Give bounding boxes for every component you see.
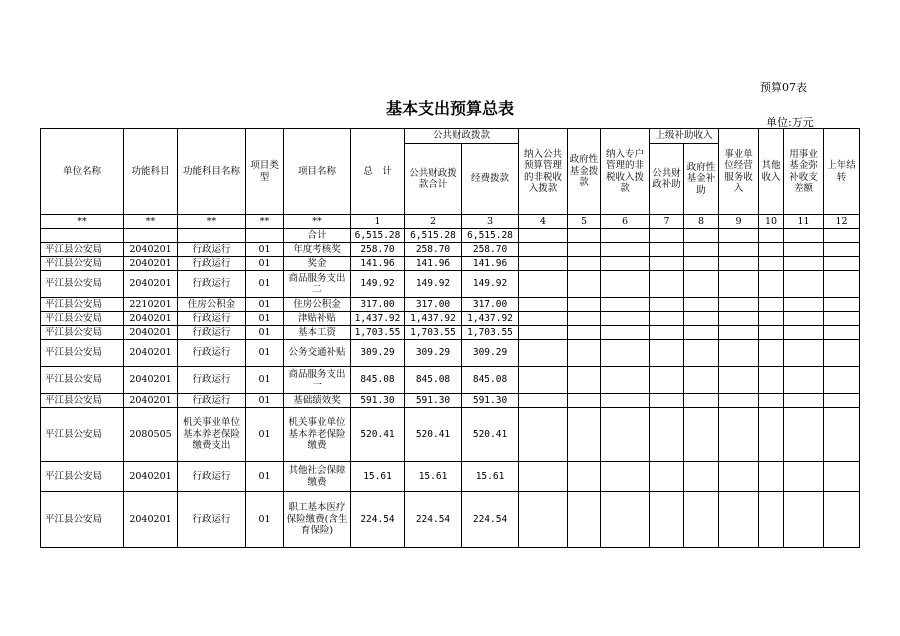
func-code-cell: 2040201 bbox=[124, 340, 178, 367]
item-type-cell: 01 bbox=[246, 312, 284, 326]
index-cell: ** bbox=[41, 215, 124, 229]
index-cell: 8 bbox=[684, 215, 719, 229]
unit-name-cell: 平江县公安局 bbox=[41, 243, 124, 257]
index-cell: 3 bbox=[462, 215, 519, 229]
item-type-cell bbox=[246, 229, 284, 243]
empty-cell bbox=[719, 243, 759, 257]
unit-name-cell: 平江县公安局 bbox=[41, 408, 124, 462]
func-code-cell: 2040201 bbox=[124, 243, 178, 257]
col-item-name: 项目名称 bbox=[284, 129, 351, 215]
item-type-cell: 01 bbox=[246, 326, 284, 340]
col-func-subject: 功能科目 bbox=[124, 129, 178, 215]
empty-cell bbox=[568, 492, 601, 548]
empty-cell bbox=[568, 462, 601, 492]
func-subject-cell: 行政运行 bbox=[178, 340, 246, 367]
col-func-subject-name: 功能科目名称 bbox=[178, 129, 246, 215]
operating-funds-cell: 141.96 bbox=[462, 257, 519, 271]
func-code-cell: 2040201 bbox=[124, 462, 178, 492]
empty-cell bbox=[650, 229, 684, 243]
public-total-cell: 591.30 bbox=[405, 394, 462, 408]
table-code: 预算07表 bbox=[760, 81, 807, 94]
public-total-cell: 520.41 bbox=[405, 408, 462, 462]
operating-funds-cell: 317.00 bbox=[462, 298, 519, 312]
total-cell: 317.00 bbox=[351, 298, 405, 312]
func-code-cell: 2040201 bbox=[124, 394, 178, 408]
empty-cell bbox=[684, 298, 719, 312]
col-carryover: 上年结转 bbox=[824, 129, 860, 215]
table-row bbox=[41, 462, 860, 492]
func-subject-cell: 行政运行 bbox=[178, 243, 246, 257]
empty-cell bbox=[824, 312, 860, 326]
item-name-cell: 职工基本医疗保险缴费(含生育保险) bbox=[284, 492, 351, 548]
empty-cell bbox=[519, 326, 568, 340]
empty-cell bbox=[601, 271, 650, 298]
public-total-cell: 845.08 bbox=[405, 367, 462, 394]
table-row bbox=[41, 243, 860, 257]
empty-cell bbox=[759, 298, 784, 312]
empty-cell bbox=[650, 408, 684, 462]
public-total-cell: 149.92 bbox=[405, 271, 462, 298]
empty-cell bbox=[568, 271, 601, 298]
empty-cell bbox=[824, 243, 860, 257]
item-name-cell: 商品服务支出二 bbox=[284, 271, 351, 298]
index-cell: ** bbox=[178, 215, 246, 229]
public-total-cell: 141.96 bbox=[405, 257, 462, 271]
item-name-cell: 奖金 bbox=[284, 257, 351, 271]
empty-cell bbox=[759, 243, 784, 257]
col-public-fiscal: 公共财政拨款 bbox=[405, 129, 519, 144]
empty-cell bbox=[601, 367, 650, 394]
col-unit-name: 单位名称 bbox=[41, 129, 124, 215]
empty-cell bbox=[650, 326, 684, 340]
empty-cell bbox=[601, 257, 650, 271]
empty-cell bbox=[601, 229, 650, 243]
func-code-cell: 2040201 bbox=[124, 312, 178, 326]
index-cell: 7 bbox=[650, 215, 684, 229]
table-row bbox=[41, 367, 860, 394]
total-cell: 149.92 bbox=[351, 271, 405, 298]
empty-cell bbox=[684, 229, 719, 243]
operating-funds-cell: 149.92 bbox=[462, 271, 519, 298]
total-cell: 224.54 bbox=[351, 492, 405, 548]
total-cell: 1,703.55 bbox=[351, 326, 405, 340]
item-name-cell: 基础绩效奖 bbox=[284, 394, 351, 408]
empty-cell bbox=[650, 243, 684, 257]
public-total-cell: 1,437.92 bbox=[405, 312, 462, 326]
empty-cell bbox=[519, 312, 568, 326]
empty-cell bbox=[650, 462, 684, 492]
func-subject-cell: 行政运行 bbox=[178, 367, 246, 394]
empty-cell bbox=[824, 298, 860, 312]
empty-cell bbox=[784, 462, 824, 492]
func-subject-cell bbox=[178, 229, 246, 243]
empty-cell bbox=[719, 298, 759, 312]
empty-cell bbox=[824, 462, 860, 492]
operating-funds-cell: 591.30 bbox=[462, 394, 519, 408]
operating-funds-cell: 1,437.92 bbox=[462, 312, 519, 326]
operating-funds-cell: 845.08 bbox=[462, 367, 519, 394]
empty-cell bbox=[784, 229, 824, 243]
empty-cell bbox=[684, 243, 719, 257]
empty-cell bbox=[684, 312, 719, 326]
empty-cell bbox=[719, 492, 759, 548]
item-type-cell: 01 bbox=[246, 492, 284, 548]
empty-cell bbox=[601, 243, 650, 257]
unit-label: 单位:万元 bbox=[766, 116, 814, 129]
table-body bbox=[41, 229, 860, 548]
func-code-cell: 2040201 bbox=[124, 367, 178, 394]
total-cell: 591.30 bbox=[351, 394, 405, 408]
empty-cell bbox=[601, 312, 650, 326]
func-code-cell bbox=[124, 229, 178, 243]
func-subject-cell: 机关事业单位基本养老保险缴费支出 bbox=[178, 408, 246, 462]
table-row bbox=[41, 257, 860, 271]
empty-cell bbox=[650, 312, 684, 326]
empty-cell bbox=[759, 271, 784, 298]
table-row bbox=[41, 271, 860, 298]
empty-cell bbox=[568, 408, 601, 462]
empty-cell bbox=[519, 408, 568, 462]
empty-cell bbox=[719, 367, 759, 394]
empty-cell bbox=[759, 408, 784, 462]
public-total-cell: 15.61 bbox=[405, 462, 462, 492]
empty-cell bbox=[519, 340, 568, 367]
empty-cell bbox=[650, 394, 684, 408]
empty-cell bbox=[601, 326, 650, 340]
empty-cell bbox=[784, 271, 824, 298]
empty-cell bbox=[601, 394, 650, 408]
index-row bbox=[41, 215, 860, 229]
empty-cell bbox=[759, 340, 784, 367]
public-total-cell: 224.54 bbox=[405, 492, 462, 548]
public-total-cell: 1,703.55 bbox=[405, 326, 462, 340]
table-row bbox=[41, 298, 860, 312]
item-name-cell: 基本工资 bbox=[284, 326, 351, 340]
empty-cell bbox=[784, 367, 824, 394]
empty-cell bbox=[601, 492, 650, 548]
empty-cell bbox=[684, 394, 719, 408]
func-code-cell: 2040201 bbox=[124, 257, 178, 271]
item-type-cell: 01 bbox=[246, 408, 284, 462]
empty-cell bbox=[519, 298, 568, 312]
item-name-cell: 年度考核奖 bbox=[284, 243, 351, 257]
index-cell: 5 bbox=[568, 215, 601, 229]
table-row bbox=[41, 492, 860, 548]
index-cell: 9 bbox=[719, 215, 759, 229]
empty-cell bbox=[568, 340, 601, 367]
empty-cell bbox=[684, 340, 719, 367]
public-total-cell: 309.29 bbox=[405, 340, 462, 367]
empty-cell bbox=[568, 229, 601, 243]
empty-cell bbox=[784, 394, 824, 408]
item-name-cell: 住房公积金 bbox=[284, 298, 351, 312]
item-name-cell: 津贴补贴 bbox=[284, 312, 351, 326]
empty-cell bbox=[824, 257, 860, 271]
unit-name-cell: 平江县公安局 bbox=[41, 271, 124, 298]
empty-cell bbox=[759, 326, 784, 340]
index-cell: 1 bbox=[351, 215, 405, 229]
index-cell: ** bbox=[246, 215, 284, 229]
operating-funds-cell: 1,703.55 bbox=[462, 326, 519, 340]
empty-cell bbox=[759, 492, 784, 548]
operating-funds-cell: 15.61 bbox=[462, 462, 519, 492]
empty-cell bbox=[684, 326, 719, 340]
empty-cell bbox=[759, 257, 784, 271]
func-subject-cell: 行政运行 bbox=[178, 394, 246, 408]
operating-funds-cell: 224.54 bbox=[462, 492, 519, 548]
index-cell: 2 bbox=[405, 215, 462, 229]
col-fund-deficit: 用事业基金弥补收支差额 bbox=[784, 129, 824, 215]
empty-cell bbox=[719, 229, 759, 243]
empty-cell bbox=[519, 271, 568, 298]
budget-table bbox=[40, 128, 860, 548]
index-cell: 10 bbox=[759, 215, 784, 229]
unit-name-cell: 平江县公安局 bbox=[41, 492, 124, 548]
public-total-cell: 317.00 bbox=[405, 298, 462, 312]
total-cell: 258.70 bbox=[351, 243, 405, 257]
empty-cell bbox=[824, 408, 860, 462]
empty-cell bbox=[784, 312, 824, 326]
empty-cell bbox=[759, 229, 784, 243]
total-cell: 15.61 bbox=[351, 462, 405, 492]
empty-cell bbox=[650, 271, 684, 298]
empty-cell bbox=[759, 394, 784, 408]
empty-cell bbox=[784, 243, 824, 257]
col-item-type: 项目类型 bbox=[246, 129, 284, 215]
empty-cell bbox=[650, 257, 684, 271]
unit-name-cell bbox=[41, 229, 124, 243]
empty-cell bbox=[568, 312, 601, 326]
index-cell: 6 bbox=[601, 215, 650, 229]
empty-cell bbox=[684, 271, 719, 298]
func-code-cell: 2080505 bbox=[124, 408, 178, 462]
unit-name-cell: 平江县公安局 bbox=[41, 394, 124, 408]
unit-name-cell: 平江县公安局 bbox=[41, 340, 124, 367]
func-code-cell: 2210201 bbox=[124, 298, 178, 312]
item-type-cell: 01 bbox=[246, 271, 284, 298]
empty-cell bbox=[824, 394, 860, 408]
empty-cell bbox=[650, 340, 684, 367]
operating-funds-cell: 6,515.28 bbox=[462, 229, 519, 243]
unit-name-cell: 平江县公安局 bbox=[41, 367, 124, 394]
total-cell: 1,437.92 bbox=[351, 312, 405, 326]
table-row bbox=[41, 340, 860, 367]
func-code-cell: 2040201 bbox=[124, 492, 178, 548]
col-total: 总 计 bbox=[351, 129, 405, 215]
empty-cell bbox=[568, 298, 601, 312]
empty-cell bbox=[784, 326, 824, 340]
empty-cell bbox=[650, 367, 684, 394]
unit-name-cell: 平江县公安局 bbox=[41, 257, 124, 271]
col-non-tax-budget: 纳入公共预算管理的非税收入拨款 bbox=[519, 129, 568, 215]
empty-cell bbox=[684, 257, 719, 271]
empty-cell bbox=[824, 340, 860, 367]
empty-cell bbox=[684, 492, 719, 548]
item-type-cell: 01 bbox=[246, 340, 284, 367]
empty-cell bbox=[784, 340, 824, 367]
empty-cell bbox=[601, 340, 650, 367]
empty-cell bbox=[824, 326, 860, 340]
empty-cell bbox=[759, 462, 784, 492]
empty-cell bbox=[784, 298, 824, 312]
item-name-cell: 合计 bbox=[284, 229, 351, 243]
empty-cell bbox=[684, 408, 719, 462]
index-cell: 11 bbox=[784, 215, 824, 229]
page-title: 基本支出预算总表 bbox=[385, 99, 514, 118]
public-total-cell: 6,515.28 bbox=[405, 229, 462, 243]
table-row bbox=[41, 326, 860, 340]
empty-cell bbox=[601, 462, 650, 492]
func-subject-cell: 行政运行 bbox=[178, 462, 246, 492]
item-name-cell: 商品服务支出一 bbox=[284, 367, 351, 394]
index-cell: 12 bbox=[824, 215, 860, 229]
col-upper-subsidy: 上级补助收入 bbox=[650, 129, 719, 144]
empty-cell bbox=[650, 298, 684, 312]
table-row bbox=[41, 229, 860, 243]
empty-cell bbox=[519, 492, 568, 548]
total-cell: 520.41 bbox=[351, 408, 405, 462]
empty-cell bbox=[519, 257, 568, 271]
unit-name-cell: 平江县公安局 bbox=[41, 312, 124, 326]
empty-cell bbox=[824, 271, 860, 298]
empty-cell bbox=[719, 257, 759, 271]
table-row bbox=[41, 312, 860, 326]
func-subject-cell: 住房公积金 bbox=[178, 298, 246, 312]
func-subject-cell: 行政运行 bbox=[178, 257, 246, 271]
col-gov-fund-subsidy: 政府性基金补助 bbox=[684, 144, 719, 215]
unit-name-cell: 平江县公安局 bbox=[41, 462, 124, 492]
empty-cell bbox=[684, 462, 719, 492]
col-other-income: 其他收入 bbox=[759, 129, 784, 215]
public-total-cell: 258.70 bbox=[405, 243, 462, 257]
item-type-cell: 01 bbox=[246, 394, 284, 408]
col-public-fiscal-subsidy: 公共财政补助 bbox=[650, 144, 684, 215]
index-cell: ** bbox=[124, 215, 178, 229]
empty-cell bbox=[784, 408, 824, 462]
item-type-cell: 01 bbox=[246, 257, 284, 271]
empty-cell bbox=[568, 243, 601, 257]
col-non-tax-special: 纳入专户管理的非税收入拨款 bbox=[601, 129, 650, 215]
index-cell: 4 bbox=[519, 215, 568, 229]
empty-cell bbox=[568, 326, 601, 340]
func-subject-cell: 行政运行 bbox=[178, 312, 246, 326]
operating-funds-cell: 258.70 bbox=[462, 243, 519, 257]
item-type-cell: 01 bbox=[246, 462, 284, 492]
table-row bbox=[41, 394, 860, 408]
empty-cell bbox=[719, 394, 759, 408]
empty-cell bbox=[824, 229, 860, 243]
empty-cell bbox=[519, 229, 568, 243]
item-name-cell: 机关事业单位基本养老保险缴费 bbox=[284, 408, 351, 462]
unit-name-cell: 平江县公安局 bbox=[41, 298, 124, 312]
col-operating-funds: 经费拨款 bbox=[462, 144, 519, 215]
func-subject-cell: 行政运行 bbox=[178, 492, 246, 548]
empty-cell bbox=[719, 271, 759, 298]
col-operating-income: 事业单位经营服务收入 bbox=[719, 129, 759, 215]
col-gov-fund: 政府性基金拨款 bbox=[568, 129, 601, 215]
total-cell: 845.08 bbox=[351, 367, 405, 394]
item-type-cell: 01 bbox=[246, 243, 284, 257]
empty-cell bbox=[719, 326, 759, 340]
total-cell: 141.96 bbox=[351, 257, 405, 271]
empty-cell bbox=[568, 257, 601, 271]
empty-cell bbox=[784, 257, 824, 271]
table-row bbox=[41, 408, 860, 462]
total-cell: 309.29 bbox=[351, 340, 405, 367]
unit-name-cell: 平江县公安局 bbox=[41, 326, 124, 340]
empty-cell bbox=[519, 462, 568, 492]
empty-cell bbox=[719, 340, 759, 367]
empty-cell bbox=[519, 367, 568, 394]
empty-cell bbox=[719, 408, 759, 462]
func-code-cell: 2040201 bbox=[124, 271, 178, 298]
empty-cell bbox=[784, 492, 824, 548]
total-cell: 6,515.28 bbox=[351, 229, 405, 243]
item-name-cell: 公务交通补贴 bbox=[284, 340, 351, 367]
empty-cell bbox=[519, 243, 568, 257]
empty-cell bbox=[824, 367, 860, 394]
empty-cell bbox=[759, 367, 784, 394]
col-public-fiscal-total: 公共财政拨款合计 bbox=[405, 144, 462, 215]
empty-cell bbox=[519, 394, 568, 408]
empty-cell bbox=[568, 367, 601, 394]
empty-cell bbox=[568, 394, 601, 408]
operating-funds-cell: 520.41 bbox=[462, 408, 519, 462]
func-subject-cell: 行政运行 bbox=[178, 271, 246, 298]
item-type-cell: 01 bbox=[246, 298, 284, 312]
func-code-cell: 2040201 bbox=[124, 326, 178, 340]
empty-cell bbox=[759, 312, 784, 326]
item-type-cell: 01 bbox=[246, 367, 284, 394]
empty-cell bbox=[824, 492, 860, 548]
empty-cell bbox=[719, 462, 759, 492]
index-cell: ** bbox=[284, 215, 351, 229]
operating-funds-cell: 309.29 bbox=[462, 340, 519, 367]
func-subject-cell: 行政运行 bbox=[178, 326, 246, 340]
empty-cell bbox=[601, 408, 650, 462]
empty-cell bbox=[601, 298, 650, 312]
empty-cell bbox=[684, 367, 719, 394]
item-name-cell: 其他社会保障缴费 bbox=[284, 462, 351, 492]
empty-cell bbox=[650, 492, 684, 548]
empty-cell bbox=[719, 312, 759, 326]
